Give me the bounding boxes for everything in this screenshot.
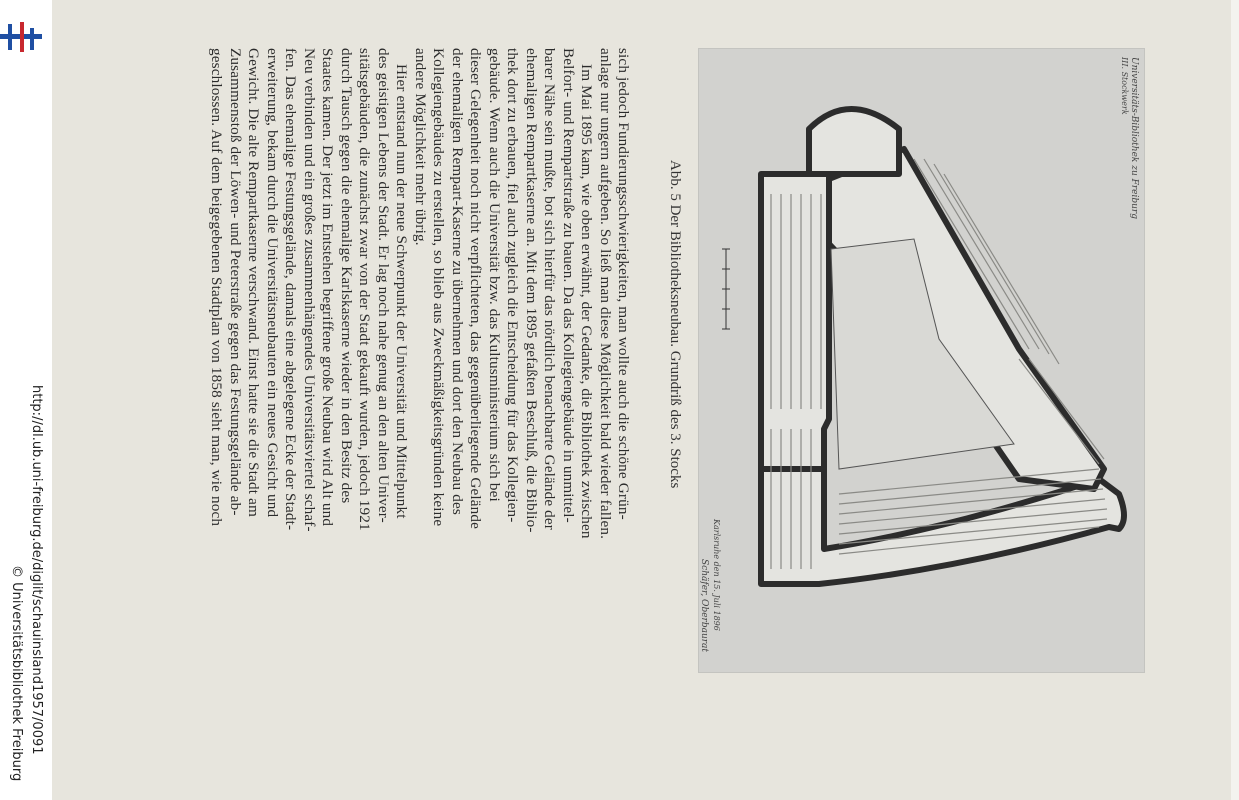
floor-plan-figure (698, 48, 1145, 673)
body-text-line: anlage nur ungern aufgeben. So ließ man diese Möglichkeit bald wieder fallen. (596, 48, 614, 540)
scan-margin (0, 0, 52, 800)
body-text-line: sich jedoch Fundierungsschwierigkeiten, man wollte auch die schöne Grün- (615, 48, 632, 520)
body-text-line: Kollegiengebäudes zu erstellen, so blieb aus Zweckmäßigkeitsgründen keine (430, 48, 447, 527)
body-text-line: des geistigen Lebens der Stadt. Er lag noch nahe genug an den alten Univer- (374, 48, 392, 523)
body-text-line: fen. Das ehemalige Festungsgelände, damals eine abgelegene Ecke der Stadt- (282, 48, 299, 531)
plan-heading: Universitäts-Bibliothek zu Freiburg (1129, 57, 1139, 219)
body-text-line: thek dort zu erbauen, fiel auch zugleich die Entscheidung für das Kollegien- (504, 48, 521, 523)
body-text-line: andere Möglichkeit mehr übrig. (411, 48, 429, 246)
source-url-text: http://dl.ub.uni-freiburg.de/diglit/schauinsland1957/0091 (29, 385, 44, 755)
body-text-line: Staates kamen. Der jetzt im Entstehen begriffene große Neubau wird Alt und (319, 48, 336, 527)
floor-plan-drawing (699, 49, 1144, 672)
body-text-line: Hier entstand nun der neue Schwerpunkt der Universität und Mittelpunkt (393, 64, 410, 519)
body-text-line: geschlossen. Auf dem beigegebenen Stadtplan von 1858 sieht man, wie noch (208, 48, 225, 527)
plan-subheading: III. Stockwerk (1120, 57, 1129, 115)
ub-freiburg-logo-icon (0, 22, 42, 52)
body-text-line: Zusammenstoß der Löwen- und Peterstraße gegen das Festungsgelände ab- (226, 48, 244, 516)
body-text-line: sitätsgebäuden, die zunächst zwar von der Stadt gekauft wurden, jedoch 1921 (356, 48, 373, 531)
body-text-line: Belfort- und Rempartstraße zu bauen. Da das Kollegiengebäude in unmittel- (559, 48, 577, 523)
body-text-line: gebäude. Wenn auch die Universität bzw. das Kultusministerium sich bei (485, 48, 503, 502)
body-text-line: durch Tausch gegen die ehemalige Karlskaserne wieder in den Besitz des (337, 48, 355, 504)
plan-date: Karlsruhe den 15. Juli 1896 (712, 519, 721, 631)
body-text-line: ehemaligen Rempartkaserne an. Mit dem 1895 gefaßten Beschluß, die Biblio- (522, 48, 540, 533)
figure-caption: Abb. 5 Der Bibliotheksneubau. Grundriß des 3. Stocks (667, 160, 683, 489)
copyright-text: © Universitätsbibliothek Freiburg (9, 565, 24, 782)
body-text-line: der ehemaligen Rempart-Kaserne zu übernehmen und dort den Neubau des (448, 48, 466, 515)
body-text-line: Gewicht. Die alte Rempartkaserne verschwand. Einst hatte sie die Stadt am (245, 48, 262, 517)
body-text-line: Im Mai 1895 kam, wie oben erwähnt, der Gedanke, die Bibliothek zwischen (578, 64, 595, 539)
body-text-line: barer Nähe sein mußte, bot sich hierfür das nördlich benachbarte Gelände der (541, 48, 558, 531)
body-text-line: erweiterung, bekam durch die Universitätsneubauten ein neues Gesicht und (263, 48, 281, 518)
plan-signature: Schäfer, Oberbaurat (699, 559, 709, 653)
body-text-line: Neu verbinden und ein großes zusammenhängendes Universitätsviertel schaf- (300, 48, 318, 532)
body-text-line: dieser Gelegenheit noch nicht verpflichteten, das gegenüberliegende Gelände (467, 48, 484, 530)
